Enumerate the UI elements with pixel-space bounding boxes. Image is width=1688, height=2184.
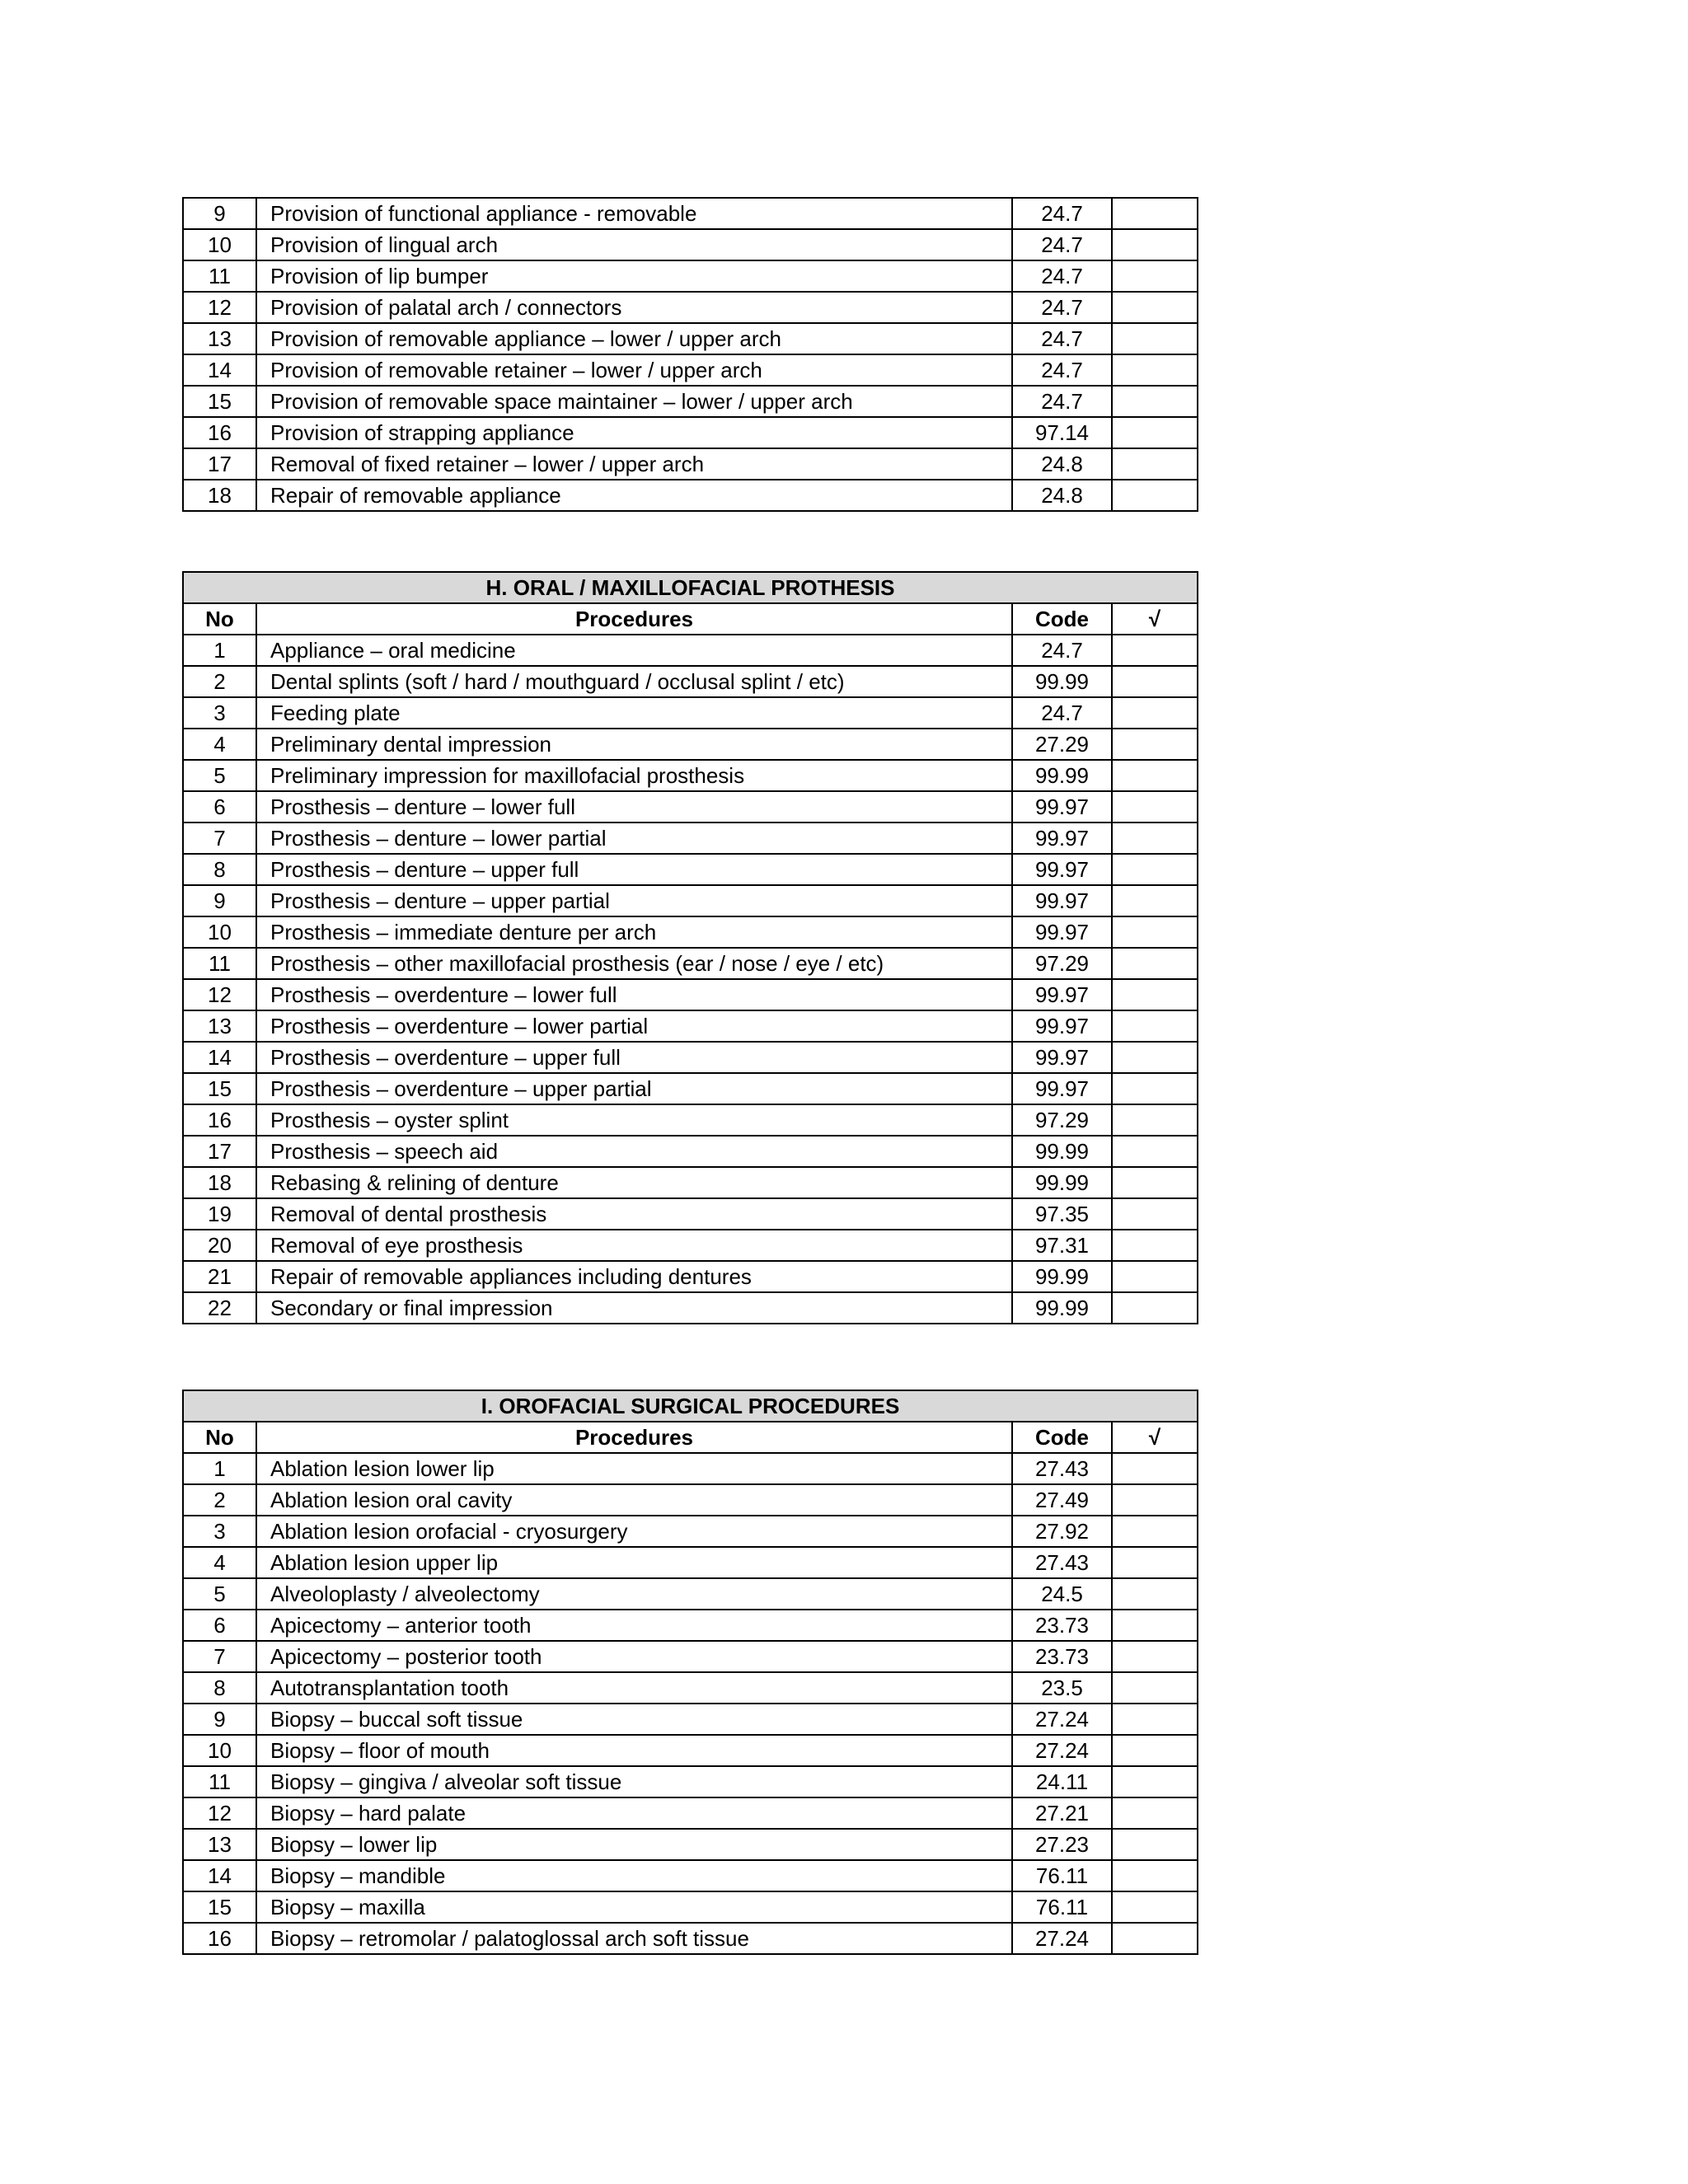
check-cell[interactable] <box>1112 386 1198 417</box>
procedure-name: Prosthesis – overdenture – lower partial <box>256 1010 1012 1042</box>
row-number: 18 <box>183 1167 256 1198</box>
procedure-code: 99.97 <box>1012 1042 1112 1073</box>
row-number: 12 <box>183 292 256 323</box>
check-cell[interactable] <box>1112 948 1198 979</box>
table-row <box>183 1610 1198 1641</box>
procedure-name: Provision of lip bumper <box>256 260 1012 292</box>
table-row <box>183 1923 1198 1954</box>
procedure-code: 99.99 <box>1012 760 1112 791</box>
procedure-code: 99.97 <box>1012 1073 1112 1104</box>
procedure-code: 24.7 <box>1012 198 1112 229</box>
table-row <box>183 1136 1198 1167</box>
check-cell[interactable] <box>1112 1292 1198 1324</box>
check-cell[interactable] <box>1112 697 1198 729</box>
row-number: 5 <box>183 1578 256 1610</box>
table-row <box>183 1261 1198 1292</box>
row-number: 22 <box>183 1292 256 1324</box>
table-row <box>183 666 1198 697</box>
check-cell[interactable] <box>1112 198 1198 229</box>
procedure-code: 99.97 <box>1012 916 1112 948</box>
row-number: 19 <box>183 1198 256 1230</box>
table-row <box>183 948 1198 979</box>
table-row <box>183 1010 1198 1042</box>
check-cell[interactable] <box>1112 1704 1198 1735</box>
procedure-code: 24.7 <box>1012 260 1112 292</box>
row-number: 1 <box>183 635 256 666</box>
procedure-code: 99.99 <box>1012 1167 1112 1198</box>
procedure-name: Provision of lingual arch <box>256 229 1012 260</box>
check-cell[interactable] <box>1112 1578 1198 1610</box>
procedure-name: Provision of removable retainer – lower / upper arch <box>256 354 1012 386</box>
check-cell[interactable] <box>1112 916 1198 948</box>
procedure-code: 99.97 <box>1012 885 1112 916</box>
procedure-code: 27.24 <box>1012 1735 1112 1766</box>
procedure-code: 76.11 <box>1012 1891 1112 1923</box>
procedure-name: Removal of fixed retainer – lower / upper arch <box>256 448 1012 480</box>
row-number: 8 <box>183 854 256 885</box>
table-row <box>183 1578 1198 1610</box>
procedure-name: Ablation lesion upper lip <box>256 1547 1012 1578</box>
row-number: 16 <box>183 1923 256 1954</box>
row-number: 18 <box>183 480 256 511</box>
row-number: 11 <box>183 260 256 292</box>
check-cell[interactable] <box>1112 1860 1198 1891</box>
row-number: 1 <box>183 1453 256 1484</box>
row-number: 4 <box>183 729 256 760</box>
row-number: 2 <box>183 666 256 697</box>
table-row <box>183 417 1198 448</box>
procedure-code: 97.31 <box>1012 1230 1112 1261</box>
row-number: 7 <box>183 823 256 854</box>
check-cell[interactable] <box>1112 1167 1198 1198</box>
row-number: 17 <box>183 1136 256 1167</box>
check-cell[interactable] <box>1112 1010 1198 1042</box>
check-cell[interactable] <box>1112 791 1198 823</box>
check-cell[interactable] <box>1112 1766 1198 1797</box>
procedure-code: 24.7 <box>1012 323 1112 354</box>
procedure-name: Removal of eye prosthesis <box>256 1230 1012 1261</box>
procedure-code: 23.73 <box>1012 1641 1112 1672</box>
row-number: 11 <box>183 1766 256 1797</box>
check-cell[interactable] <box>1112 1261 1198 1292</box>
header-code: Code <box>1012 1422 1112 1453</box>
check-cell[interactable] <box>1112 1735 1198 1766</box>
table-row <box>183 1453 1198 1484</box>
procedure-code: 24.7 <box>1012 635 1112 666</box>
procedure-name: Repair of removable appliance <box>256 480 1012 511</box>
table-row <box>183 292 1198 323</box>
row-number: 16 <box>183 1104 256 1136</box>
procedure-code: 97.29 <box>1012 1104 1112 1136</box>
table-row <box>183 697 1198 729</box>
table-row <box>183 1547 1198 1578</box>
table-row <box>183 480 1198 511</box>
table-row <box>183 635 1198 666</box>
table-row <box>183 1641 1198 1672</box>
procedure-name: Biopsy – lower lip <box>256 1829 1012 1860</box>
check-cell[interactable] <box>1112 417 1198 448</box>
check-cell[interactable] <box>1112 666 1198 697</box>
procedure-code: 27.23 <box>1012 1829 1112 1860</box>
table-title-row <box>183 572 1198 603</box>
check-cell[interactable] <box>1112 1453 1198 1484</box>
table-row <box>183 760 1198 791</box>
procedure-name: Ablation lesion orofacial - cryosurgery <box>256 1516 1012 1547</box>
procedure-code: 99.99 <box>1012 1292 1112 1324</box>
procedure-name: Removal of dental prosthesis <box>256 1198 1012 1230</box>
row-number: 10 <box>183 1735 256 1766</box>
procedure-code: 24.8 <box>1012 480 1112 511</box>
row-number: 7 <box>183 1641 256 1672</box>
header-no: No <box>183 1422 256 1453</box>
procedure-code: 99.97 <box>1012 1010 1112 1042</box>
procedure-name: Provision of palatal arch / connectors <box>256 292 1012 323</box>
row-number: 5 <box>183 760 256 791</box>
check-cell[interactable] <box>1112 1516 1198 1547</box>
table-row <box>183 1042 1198 1073</box>
procedure-code: 27.24 <box>1012 1923 1112 1954</box>
procedure-code: 23.73 <box>1012 1610 1112 1641</box>
procedure-name: Prosthesis – overdenture – lower full <box>256 979 1012 1010</box>
table-row <box>183 791 1198 823</box>
table-row <box>183 1735 1198 1766</box>
row-number: 14 <box>183 354 256 386</box>
row-number: 13 <box>183 323 256 354</box>
check-cell[interactable] <box>1112 854 1198 885</box>
table-row <box>183 1860 1198 1891</box>
check-cell[interactable] <box>1112 979 1198 1010</box>
table-row <box>183 1073 1198 1104</box>
check-cell[interactable] <box>1112 323 1198 354</box>
check-cell[interactable] <box>1112 1829 1198 1860</box>
row-number: 9 <box>183 885 256 916</box>
procedure-name: Ablation lesion oral cavity <box>256 1484 1012 1516</box>
row-number: 16 <box>183 417 256 448</box>
check-cell[interactable] <box>1112 292 1198 323</box>
procedure-table-oral-maxillofacial-prosthesis <box>182 571 1198 1324</box>
check-cell[interactable] <box>1112 1610 1198 1641</box>
row-number: 8 <box>183 1672 256 1704</box>
table-row <box>183 323 1198 354</box>
table-row <box>183 1766 1198 1797</box>
table-row <box>183 885 1198 916</box>
procedure-code: 24.7 <box>1012 292 1112 323</box>
procedure-code: 99.97 <box>1012 791 1112 823</box>
procedure-code: 27.92 <box>1012 1516 1112 1547</box>
table-title: I. OROFACIAL SURGICAL PROCEDURES <box>183 1390 1198 1422</box>
procedure-name: Appliance – oral medicine <box>256 635 1012 666</box>
row-number: 15 <box>183 386 256 417</box>
table-row <box>183 729 1198 760</box>
check-cell[interactable] <box>1112 448 1198 480</box>
row-number: 6 <box>183 791 256 823</box>
row-number: 10 <box>183 229 256 260</box>
table-row <box>183 229 1198 260</box>
procedure-name: Preliminary dental impression <box>256 729 1012 760</box>
procedure-name: Prosthesis – overdenture – upper partial <box>256 1073 1012 1104</box>
procedure-name: Prosthesis – denture – lower full <box>256 791 1012 823</box>
row-number: 2 <box>183 1484 256 1516</box>
procedure-code: 24.7 <box>1012 229 1112 260</box>
row-number: 14 <box>183 1860 256 1891</box>
table-row <box>183 1230 1198 1261</box>
row-number: 13 <box>183 1829 256 1860</box>
procedure-name: Prosthesis – speech aid <box>256 1136 1012 1167</box>
table-header-row <box>183 1422 1198 1453</box>
procedure-code: 27.49 <box>1012 1484 1112 1516</box>
procedure-name: Rebasing & relining of denture <box>256 1167 1012 1198</box>
check-cell[interactable] <box>1112 1230 1198 1261</box>
procedure-name: Ablation lesion lower lip <box>256 1453 1012 1484</box>
row-number: 15 <box>183 1073 256 1104</box>
procedure-code: 24.7 <box>1012 386 1112 417</box>
procedure-name: Repair of removable appliances including dentures <box>256 1261 1012 1292</box>
procedure-code: 27.21 <box>1012 1797 1112 1829</box>
procedure-name: Dental splints (soft / hard / mouthguard / occlusal splint / etc) <box>256 666 1012 697</box>
table-row <box>183 1704 1198 1735</box>
table-row <box>183 386 1198 417</box>
check-cell[interactable] <box>1112 260 1198 292</box>
check-cell[interactable] <box>1112 480 1198 511</box>
check-cell[interactable] <box>1112 354 1198 386</box>
procedure-code: 97.14 <box>1012 417 1112 448</box>
procedure-name: Biopsy – gingiva / alveolar soft tissue <box>256 1766 1012 1797</box>
table-row <box>183 1167 1198 1198</box>
procedure-name: Prosthesis – immediate denture per arch <box>256 916 1012 948</box>
check-cell[interactable] <box>1112 729 1198 760</box>
check-cell[interactable] <box>1112 635 1198 666</box>
table-row <box>183 823 1198 854</box>
row-number: 17 <box>183 448 256 480</box>
row-number: 3 <box>183 697 256 729</box>
procedure-code: 76.11 <box>1012 1860 1112 1891</box>
procedure-code: 99.97 <box>1012 854 1112 885</box>
table-row <box>183 979 1198 1010</box>
procedure-name: Biopsy – mandible <box>256 1860 1012 1891</box>
procedure-code: 27.24 <box>1012 1704 1112 1735</box>
procedure-name: Biopsy – buccal soft tissue <box>256 1704 1012 1735</box>
procedure-name: Provision of functional appliance - removable <box>256 198 1012 229</box>
procedure-code: 27.43 <box>1012 1453 1112 1484</box>
procedure-name: Apicectomy – anterior tooth <box>256 1610 1012 1641</box>
procedure-code: 24.8 <box>1012 448 1112 480</box>
table-title: H. ORAL / MAXILLOFACIAL PROTHESIS <box>183 572 1198 603</box>
check-cell[interactable] <box>1112 1073 1198 1104</box>
procedure-name: Secondary or final impression <box>256 1292 1012 1324</box>
header-check: √ <box>1112 603 1198 635</box>
check-cell[interactable] <box>1112 1923 1198 1954</box>
row-number: 6 <box>183 1610 256 1641</box>
table-row <box>183 1198 1198 1230</box>
header-procedures: Procedures <box>256 603 1012 635</box>
table-row <box>183 1891 1198 1923</box>
procedure-code: 99.99 <box>1012 1261 1112 1292</box>
check-cell[interactable] <box>1112 1672 1198 1704</box>
table-row <box>183 1516 1198 1547</box>
table-row <box>183 198 1198 229</box>
procedure-code: 24.5 <box>1012 1578 1112 1610</box>
table-row <box>183 1484 1198 1516</box>
row-number: 11 <box>183 948 256 979</box>
row-number: 9 <box>183 1704 256 1735</box>
row-number: 3 <box>183 1516 256 1547</box>
procedure-code: 24.7 <box>1012 697 1112 729</box>
procedure-code: 99.97 <box>1012 979 1112 1010</box>
procedure-code: 23.5 <box>1012 1672 1112 1704</box>
table-row <box>183 1672 1198 1704</box>
table-row <box>183 1829 1198 1860</box>
row-number: 10 <box>183 916 256 948</box>
row-number: 12 <box>183 979 256 1010</box>
procedure-name: Prosthesis – denture – lower partial <box>256 823 1012 854</box>
table-title-row <box>183 1390 1198 1422</box>
row-number: 20 <box>183 1230 256 1261</box>
procedure-code: 24.7 <box>1012 354 1112 386</box>
check-cell[interactable] <box>1112 760 1198 791</box>
procedure-code: 99.97 <box>1012 823 1112 854</box>
procedure-code: 27.43 <box>1012 1547 1112 1578</box>
check-cell[interactable] <box>1112 1547 1198 1578</box>
header-procedures: Procedures <box>256 1422 1012 1453</box>
procedure-code: 27.29 <box>1012 729 1112 760</box>
table-row <box>183 260 1198 292</box>
table-row <box>183 1292 1198 1324</box>
procedure-code: 99.99 <box>1012 666 1112 697</box>
procedure-name: Biopsy – hard palate <box>256 1797 1012 1829</box>
procedure-name: Alveoloplasty / alveolectomy <box>256 1578 1012 1610</box>
row-number: 9 <box>183 198 256 229</box>
check-cell[interactable] <box>1112 1104 1198 1136</box>
check-cell[interactable] <box>1112 1042 1198 1073</box>
procedure-code: 99.99 <box>1012 1136 1112 1167</box>
procedure-code: 97.35 <box>1012 1198 1112 1230</box>
check-cell[interactable] <box>1112 823 1198 854</box>
check-cell[interactable] <box>1112 1484 1198 1516</box>
procedure-name: Feeding plate <box>256 697 1012 729</box>
check-cell[interactable] <box>1112 1136 1198 1167</box>
row-number: 4 <box>183 1547 256 1578</box>
row-number: 14 <box>183 1042 256 1073</box>
row-number: 12 <box>183 1797 256 1829</box>
procedure-name: Biopsy – floor of mouth <box>256 1735 1012 1766</box>
procedure-name: Prosthesis – oyster splint <box>256 1104 1012 1136</box>
row-number: 13 <box>183 1010 256 1042</box>
table-row <box>183 354 1198 386</box>
table-row <box>183 916 1198 948</box>
procedure-name: Prosthesis – denture – upper full <box>256 854 1012 885</box>
procedure-code: 97.29 <box>1012 948 1112 979</box>
procedure-name: Provision of strapping appliance <box>256 417 1012 448</box>
check-cell[interactable] <box>1112 1198 1198 1230</box>
procedure-name: Provision of removable space maintainer – lower / upper arch <box>256 386 1012 417</box>
header-code: Code <box>1012 603 1112 635</box>
procedure-name: Preliminary impression for maxillofacial prosthesis <box>256 760 1012 791</box>
procedure-name: Biopsy – retromolar / palatoglossal arch soft tissue <box>256 1923 1012 1954</box>
check-cell[interactable] <box>1112 229 1198 260</box>
table-header-row <box>183 603 1198 635</box>
check-cell[interactable] <box>1112 1797 1198 1829</box>
check-cell[interactable] <box>1112 1891 1198 1923</box>
procedure-name: Prosthesis – denture – upper partial <box>256 885 1012 916</box>
procedure-name: Prosthesis – overdenture – upper full <box>256 1042 1012 1073</box>
header-check: √ <box>1112 1422 1198 1453</box>
check-cell[interactable] <box>1112 1641 1198 1672</box>
row-number: 21 <box>183 1261 256 1292</box>
procedure-code: 24.11 <box>1012 1766 1112 1797</box>
table-row <box>183 1104 1198 1136</box>
check-cell[interactable] <box>1112 885 1198 916</box>
procedure-name: Biopsy – maxilla <box>256 1891 1012 1923</box>
table-row <box>183 448 1198 480</box>
procedure-table-orofacial-surgical <box>182 1390 1198 1955</box>
header-no: No <box>183 603 256 635</box>
table-row <box>183 1797 1198 1829</box>
procedure-table-continued <box>182 197 1198 512</box>
row-number: 15 <box>183 1891 256 1923</box>
procedure-name: Apicectomy – posterior tooth <box>256 1641 1012 1672</box>
procedure-name: Autotransplantation tooth <box>256 1672 1012 1704</box>
table-row <box>183 854 1198 885</box>
procedure-name: Prosthesis – other maxillofacial prosthesis (ear / nose / eye / etc) <box>256 948 1012 979</box>
procedure-name: Provision of removable appliance – lower / upper arch <box>256 323 1012 354</box>
